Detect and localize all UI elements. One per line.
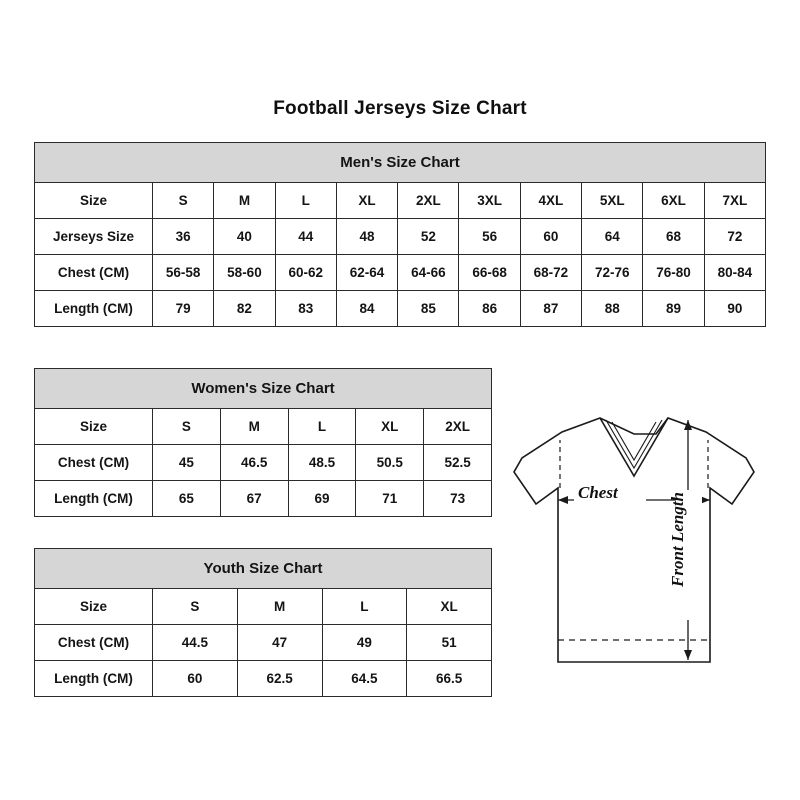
column-header: 2XL <box>398 183 459 219</box>
table-cell: 60 <box>153 661 238 697</box>
table-cell: 64.5 <box>322 661 407 697</box>
table-cell: 79 <box>153 291 214 327</box>
chest-arrow-left <box>558 496 568 504</box>
table-cell: 83 <box>275 291 336 327</box>
table-cell: 67 <box>220 481 288 517</box>
row-label: Chest (CM) <box>35 445 153 481</box>
column-header: 6XL <box>643 183 704 219</box>
table-cell: 66.5 <box>407 661 492 697</box>
womens-size-chart-table <box>34 368 492 517</box>
table-cell: 84 <box>336 291 397 327</box>
column-header: S <box>153 409 221 445</box>
row-label: Chest (CM) <box>35 255 153 291</box>
table-cell: 45 <box>153 445 221 481</box>
table-cell: 50.5 <box>356 445 424 481</box>
column-header: 2XL <box>424 409 492 445</box>
table-row <box>35 291 766 327</box>
table-cell: 76-80 <box>643 255 704 291</box>
table-cell: 90 <box>704 291 765 327</box>
table-header-row <box>35 143 766 183</box>
row-label: Length (CM) <box>35 481 153 517</box>
table-cell: 87 <box>520 291 581 327</box>
table-cell: 80-84 <box>704 255 765 291</box>
table-cell: 48.5 <box>288 445 356 481</box>
youth-chart-title: Youth Size Chart <box>35 549 492 589</box>
table-cell: 68-72 <box>520 255 581 291</box>
column-header: M <box>237 589 322 625</box>
column-header: 5XL <box>582 183 643 219</box>
length-arrow-bottom <box>684 650 692 660</box>
table-row <box>35 255 766 291</box>
column-header: L <box>288 409 356 445</box>
table-cell: 56-58 <box>153 255 214 291</box>
womens-chart-title: Women's Size Chart <box>35 369 492 409</box>
table-header-row <box>35 369 492 409</box>
column-header: L <box>322 589 407 625</box>
table-cell: 49 <box>322 625 407 661</box>
table-cell: 44 <box>275 219 336 255</box>
table-cell: 62-64 <box>336 255 397 291</box>
jersey-outline-svg <box>500 400 790 700</box>
column-header: S <box>153 589 238 625</box>
table-cell: 72-76 <box>582 255 643 291</box>
column-header: XL <box>356 409 424 445</box>
column-header: 3XL <box>459 183 520 219</box>
column-header: M <box>214 183 275 219</box>
column-header: 4XL <box>520 183 581 219</box>
mens-size-chart-table <box>34 142 766 327</box>
column-header: Size <box>35 183 153 219</box>
table-cell: 47 <box>237 625 322 661</box>
table-cell: 86 <box>459 291 520 327</box>
table-cell: 60 <box>520 219 581 255</box>
table-cell: 72 <box>704 219 765 255</box>
table-cell: 71 <box>356 481 424 517</box>
table-row <box>35 219 766 255</box>
column-header: 7XL <box>704 183 765 219</box>
table-cell: 64 <box>582 219 643 255</box>
jersey-measurement-diagram <box>500 400 790 700</box>
table-row <box>35 661 492 697</box>
table-row <box>35 481 492 517</box>
column-header: Size <box>35 409 153 445</box>
table-row <box>35 625 492 661</box>
table-cell: 44.5 <box>153 625 238 661</box>
column-header: S <box>153 183 214 219</box>
table-cell: 66-68 <box>459 255 520 291</box>
column-header: Size <box>35 589 153 625</box>
table-cell: 52 <box>398 219 459 255</box>
row-label: Length (CM) <box>35 291 153 327</box>
table-cell: 48 <box>336 219 397 255</box>
table-cell: 82 <box>214 291 275 327</box>
row-label: Jerseys Size <box>35 219 153 255</box>
table-cell: 62.5 <box>237 661 322 697</box>
table-row <box>35 445 492 481</box>
table-cell: 85 <box>398 291 459 327</box>
mens-chart-title: Men's Size Chart <box>35 143 766 183</box>
table-cell: 64-66 <box>398 255 459 291</box>
table-row <box>35 589 492 625</box>
column-header: M <box>220 409 288 445</box>
table-cell: 56 <box>459 219 520 255</box>
table-cell: 52.5 <box>424 445 492 481</box>
table-cell: 51 <box>407 625 492 661</box>
shirt-body-path <box>514 418 754 662</box>
table-cell: 89 <box>643 291 704 327</box>
table-cell: 40 <box>214 219 275 255</box>
table-cell: 46.5 <box>220 445 288 481</box>
table-row <box>35 409 492 445</box>
row-label: Chest (CM) <box>35 625 153 661</box>
table-cell: 58-60 <box>214 255 275 291</box>
chest-measure-label: Chest <box>578 483 618 502</box>
table-cell: 73 <box>424 481 492 517</box>
row-label: Length (CM) <box>35 661 153 697</box>
table-cell: 36 <box>153 219 214 255</box>
page-title: Football Jerseys Size Chart <box>273 98 527 119</box>
table-cell: 60-62 <box>275 255 336 291</box>
column-header: L <box>275 183 336 219</box>
table-cell: 69 <box>288 481 356 517</box>
table-header-row <box>35 549 492 589</box>
front-length-measure-label: Front Length <box>668 492 687 587</box>
table-cell: 65 <box>153 481 221 517</box>
table-row <box>35 183 766 219</box>
column-header: XL <box>336 183 397 219</box>
table-cell: 68 <box>643 219 704 255</box>
table-cell: 88 <box>582 291 643 327</box>
column-header: XL <box>407 589 492 625</box>
youth-size-chart-table <box>34 548 492 697</box>
